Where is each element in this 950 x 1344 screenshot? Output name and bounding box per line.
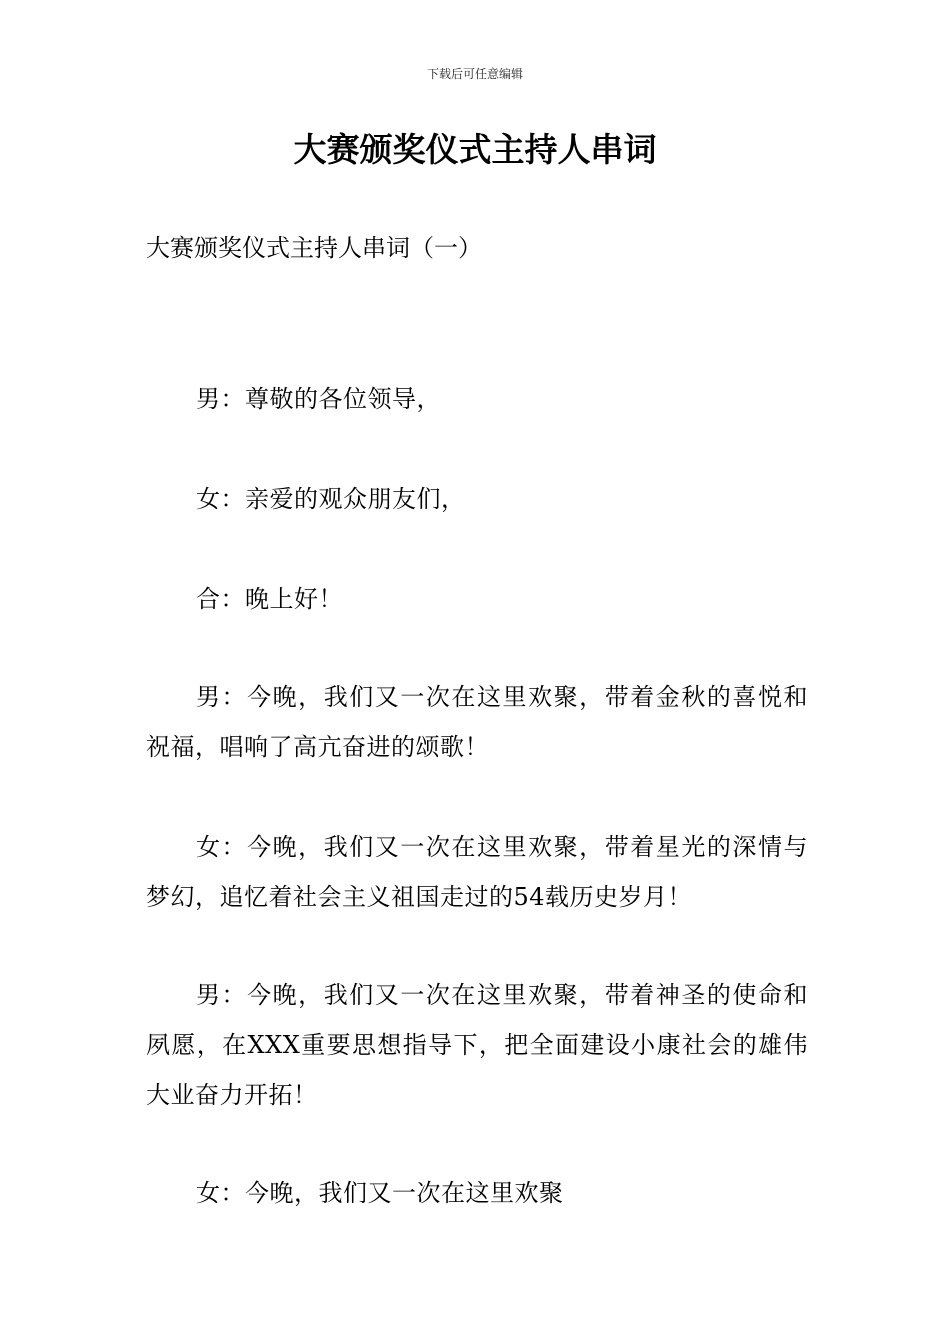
paragraph-5: 女：今晚，我们又一次在这里欢聚，带着星光的深情与梦幻，追忆着社会主义祖国走过的54载历史岁月！	[146, 833, 808, 911]
paragraph-7: 女：今晚，我们又一次在这里欢聚	[196, 1179, 564, 1207]
header-note: 下载后可任意编辑	[426, 67, 523, 81]
paragraph-4: 男：今晚，我们又一次在这里欢聚，带着金秋的喜悦和祝福，唱响了高亢奋进的颂歌！	[146, 683, 808, 761]
paragraph-3: 合：晚上好！	[196, 585, 343, 613]
paragraph-6: 男：今晚，我们又一次在这里欢聚，带着神圣的使命和夙愿，在XXX重要思想指导下，把全面建设小康社会的雄伟大业奋力开拓！	[146, 981, 808, 1109]
paragraph-1: 男：尊敬的各位领导，	[196, 385, 441, 413]
document-title: 大赛颁奖仪式主持人串词	[293, 130, 657, 169]
paragraph-2: 女：亲爱的观众朋友们，	[196, 485, 466, 513]
section-subtitle: 大赛颁奖仪式主持人串词（一）	[146, 234, 482, 262]
